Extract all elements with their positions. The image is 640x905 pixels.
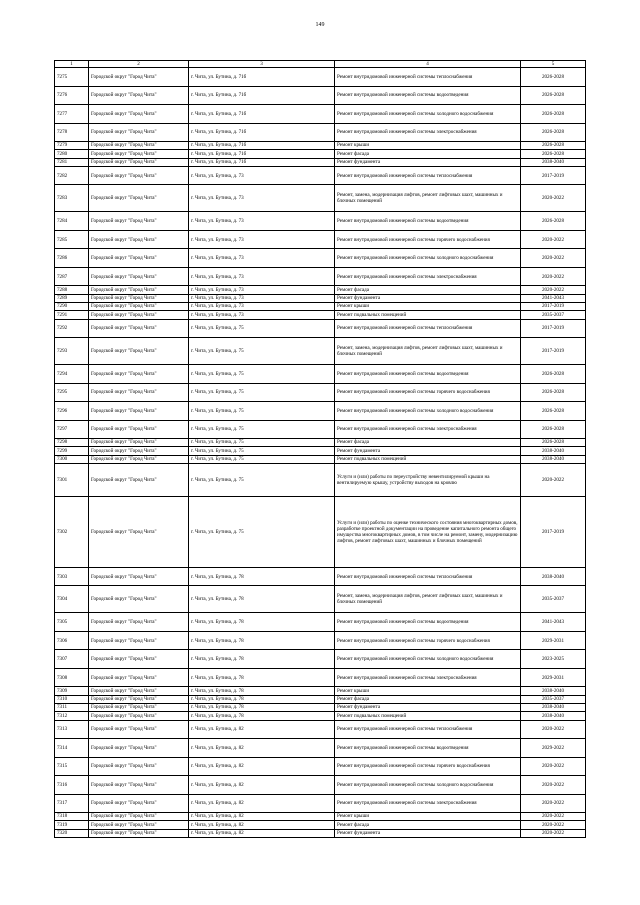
work-type-cell: Ремонт внутридомовой инженерной системы электроснабжения	[335, 267, 521, 286]
term-cell: 2038-2040	[521, 455, 586, 463]
work-type-cell: Ремонт крыши	[335, 813, 521, 821]
table-row	[55, 420, 586, 439]
work-type-cell: Ремонт внутридомовой инженерной системы водоотведения	[335, 739, 521, 758]
term-cell: 2017-2019	[521, 338, 586, 365]
row-number-cell: 7304	[55, 586, 89, 613]
term-cell: 2026-2028	[521, 365, 586, 384]
row-number-cell: 7291	[55, 311, 89, 319]
table-row	[55, 123, 586, 142]
municipality-cell: Городской округ "Город Чита"	[89, 447, 189, 455]
term-cell: 2020-2022	[521, 757, 586, 776]
term-cell: 2029-2031	[521, 631, 586, 650]
address-cell: г. Чита, ул. Бутина, д. 82	[189, 829, 335, 837]
term-cell: 2038-2040	[521, 704, 586, 712]
municipality-cell: Городской округ "Город Чита"	[89, 794, 189, 813]
row-number-cell: 7296	[55, 402, 89, 421]
row-number-cell: 7290	[55, 302, 89, 310]
address-cell: г. Чита, ул. Бутина, д. 75	[189, 365, 335, 384]
municipality-cell: Городской округ "Город Чита"	[89, 286, 189, 294]
table-row	[55, 105, 586, 124]
row-number-cell: 7308	[55, 668, 89, 687]
municipality-cell: Городской округ "Город Чита"	[89, 439, 189, 447]
work-type-cell: Ремонт фасада	[335, 695, 521, 703]
row-number-cell: 7292	[55, 319, 89, 338]
work-type-cell: Ремонт внутридомовой инженерной системы теплоснабжения	[335, 319, 521, 338]
address-cell: г. Чита, ул. Бутина, д. 73	[189, 166, 335, 185]
address-cell: г. Чита, ул. Бутина, д. 73	[189, 302, 335, 310]
work-type-cell: Ремонт фасада	[335, 439, 521, 447]
address-cell: г. Чита, ул. Бутина, д. 71б	[189, 105, 335, 124]
table-row	[55, 447, 586, 455]
work-type-cell: Ремонт внутридомовой инженерной системы водоотведения	[335, 86, 521, 105]
work-type-cell: Ремонт внутридомовой инженерной системы электроснабжения	[335, 123, 521, 142]
work-type-cell: Ремонт крыши	[335, 302, 521, 310]
municipality-cell: Городской округ "Город Чита"	[89, 142, 189, 150]
address-cell: г. Чита, ул. Бутина, д. 73	[189, 294, 335, 302]
municipality-cell: Городской округ "Город Чита"	[89, 302, 189, 310]
municipality-cell: Городской округ "Город Чита"	[89, 294, 189, 302]
table-row	[55, 650, 586, 669]
municipality-cell: Городской округ "Город Чита"	[89, 720, 189, 739]
work-type-cell: Ремонт внутридомовой инженерной системы горячего водоснабжения	[335, 383, 521, 402]
term-cell: 2038-2040	[521, 447, 586, 455]
row-number-cell: 7279	[55, 142, 89, 150]
row-number-cell: 7293	[55, 338, 89, 365]
address-cell: г. Чита, ул. Бутина, д. 71б	[189, 86, 335, 105]
table-row	[55, 166, 586, 185]
row-number-cell: 7285	[55, 230, 89, 249]
municipality-cell: Городской округ "Город Чита"	[89, 463, 189, 496]
municipality-cell: Городской округ "Город Чита"	[89, 695, 189, 703]
term-cell: 2020-2022	[521, 720, 586, 739]
work-type-cell: Ремонт фундамента	[335, 158, 521, 166]
work-type-cell: Ремонт внутридомовой инженерной системы горячего водоснабжения	[335, 230, 521, 249]
term-cell: 2026-2028	[521, 420, 586, 439]
table-row	[55, 185, 586, 212]
municipality-cell: Городской округ "Город Чита"	[89, 455, 189, 463]
municipality-cell: Городской округ "Город Чита"	[89, 712, 189, 720]
address-cell: г. Чита, ул. Бутина, д. 73	[189, 212, 335, 231]
municipality-cell: Городской округ "Город Чита"	[89, 650, 189, 669]
term-cell: 2020-2022	[521, 776, 586, 795]
address-cell: г. Чита, ул. Бутина, д. 82	[189, 720, 335, 739]
work-type-cell: Ремонт фасада	[335, 286, 521, 294]
municipality-cell: Городской округ "Город Чита"	[89, 586, 189, 613]
row-number-cell: 7301	[55, 463, 89, 496]
work-type-cell: Ремонт подвальных помещений	[335, 712, 521, 720]
work-type-cell: Ремонт фасада	[335, 821, 521, 829]
address-cell: г. Чита, ул. Бутина, д. 78	[189, 613, 335, 632]
address-cell: г. Чита, ул. Бутина, д. 82	[189, 794, 335, 813]
address-cell: г. Чита, ул. Бутина, д. 71б	[189, 142, 335, 150]
row-number-cell: 7275	[55, 68, 89, 87]
row-number-cell: 7289	[55, 294, 89, 302]
work-type-cell: Ремонт внутридомовой инженерной системы холодного водоснабжения	[335, 650, 521, 669]
address-cell: г. Чита, ул. Бутина, д. 73	[189, 286, 335, 294]
column-number-header-row	[55, 61, 586, 68]
address-cell: г. Чита, ул. Бутина, д. 75	[189, 455, 335, 463]
term-cell: 2020-2022	[521, 813, 586, 821]
row-number-cell: 7278	[55, 123, 89, 142]
municipality-cell: Городской округ "Город Чита"	[89, 123, 189, 142]
address-cell: г. Чита, ул. Бутина, д. 78	[189, 586, 335, 613]
municipality-cell: Городской округ "Город Чита"	[89, 402, 189, 421]
term-cell: 2026-2028	[521, 212, 586, 231]
municipality-cell: Городской округ "Город Чита"	[89, 311, 189, 319]
municipality-cell: Городской округ "Город Чита"	[89, 813, 189, 821]
work-type-cell: Ремонт внутридомовой инженерной системы холодного водоснабжения	[335, 105, 521, 124]
term-cell: 2035-2037	[521, 311, 586, 319]
work-type-cell: Ремонт внутридомовой инженерной системы водоотведения	[335, 365, 521, 384]
municipality-cell: Городской округ "Город Чита"	[89, 668, 189, 687]
row-number-cell: 7302	[55, 496, 89, 567]
municipality-cell: Городской округ "Город Чита"	[89, 249, 189, 268]
work-type-cell: Ремонт внутридомовой инженерной системы горячего водоснабжения	[335, 631, 521, 650]
work-type-cell: Ремонт фундамента	[335, 447, 521, 455]
table-row	[55, 230, 586, 249]
term-cell: 2026-2028	[521, 68, 586, 87]
work-type-cell: Ремонт внутридомовой инженерной системы электроснабжения	[335, 420, 521, 439]
address-cell: г. Чита, ул. Бутина, д. 75	[189, 439, 335, 447]
table-row	[55, 311, 586, 319]
row-number-cell: 7314	[55, 739, 89, 758]
municipality-cell: Городской округ "Город Чита"	[89, 230, 189, 249]
address-cell: г. Чита, ул. Бутина, д. 73	[189, 311, 335, 319]
municipality-cell: Городской округ "Город Чита"	[89, 185, 189, 212]
table-row	[55, 319, 586, 338]
term-cell: 2029-2031	[521, 668, 586, 687]
table-row	[55, 402, 586, 421]
table-row	[55, 365, 586, 384]
municipality-cell: Городской округ "Город Чита"	[89, 757, 189, 776]
work-type-cell: Ремонт внутридомовой инженерной системы холодного водоснабжения	[335, 402, 521, 421]
address-cell: г. Чита, ул. Бутина, д. 73	[189, 267, 335, 286]
work-type-cell: Услуги и (или) работы по переустройству невентилируемой крыши на вентилируемую крышу, устройству выходов на кровлю	[335, 463, 521, 496]
table-row	[55, 687, 586, 695]
address-cell: г. Чита, ул. Бутина, д. 82	[189, 757, 335, 776]
municipality-cell: Городской округ "Город Чита"	[89, 319, 189, 338]
table-row	[55, 302, 586, 310]
column-header: 4	[335, 61, 521, 68]
term-cell: 2026-2028	[521, 123, 586, 142]
row-number-cell: 7277	[55, 105, 89, 124]
address-cell: г. Чита, ул. Бутина, д. 71б	[189, 158, 335, 166]
address-cell: г. Чита, ул. Бутина, д. 73	[189, 249, 335, 268]
address-cell: г. Чита, ул. Бутина, д. 78	[189, 687, 335, 695]
term-cell: 2020-2022	[521, 463, 586, 496]
row-number-cell: 7305	[55, 613, 89, 632]
municipality-cell: Городской округ "Город Чита"	[89, 613, 189, 632]
table-row	[55, 813, 586, 821]
table-row	[55, 757, 586, 776]
table-row	[55, 567, 586, 586]
term-cell: 2035-2037	[521, 695, 586, 703]
table-row	[55, 776, 586, 795]
row-number-cell: 7284	[55, 212, 89, 231]
term-cell: 2017-2019	[521, 496, 586, 567]
address-cell: г. Чита, ул. Бутина, д. 78	[189, 704, 335, 712]
term-cell: 2041-2043	[521, 294, 586, 302]
work-type-cell: Ремонт фундамента	[335, 829, 521, 837]
municipality-cell: Городской округ "Город Чита"	[89, 86, 189, 105]
page-number: 149	[315, 22, 325, 28]
table-row	[55, 212, 586, 231]
municipality-cell: Городской округ "Город Чита"	[89, 821, 189, 829]
municipality-cell: Городской округ "Город Чита"	[89, 158, 189, 166]
row-number-cell: 7311	[55, 704, 89, 712]
row-number-cell: 7282	[55, 166, 89, 185]
address-cell: г. Чита, ул. Бутина, д. 75	[189, 496, 335, 567]
table-row	[55, 150, 586, 158]
municipality-cell: Городской округ "Город Чита"	[89, 704, 189, 712]
address-cell: г. Чита, ул. Бутина, д. 75	[189, 420, 335, 439]
municipality-cell: Городской округ "Город Чита"	[89, 150, 189, 158]
work-type-cell: Ремонт внутридомовой инженерной системы теплоснабжения	[335, 166, 521, 185]
address-cell: г. Чита, ул. Бутина, д. 78	[189, 668, 335, 687]
address-cell: г. Чита, ул. Бутина, д. 82	[189, 821, 335, 829]
work-type-cell: Ремонт крыши	[335, 687, 521, 695]
row-number-cell: 7312	[55, 712, 89, 720]
table-row	[55, 668, 586, 687]
address-cell: г. Чита, ул. Бутина, д. 75	[189, 463, 335, 496]
table-row	[55, 455, 586, 463]
term-cell: 2038-2040	[521, 158, 586, 166]
term-cell: 2017-2019	[521, 319, 586, 338]
work-type-cell: Услуги и (или) работы по оценке технического состояния многоквартирных домов, разработке проектной документации на проведение капитального ремонта общего имущества многоквартирных домов, в том числе на ремонт, замену, модернизацию лифтов, ремонт лифтовых шахт, машинных и блочных помещений	[335, 496, 521, 567]
table-row	[55, 86, 586, 105]
row-number-cell: 7303	[55, 567, 89, 586]
municipality-cell: Городской округ "Город Чита"	[89, 267, 189, 286]
address-cell: г. Чита, ул. Бутина, д. 75	[189, 383, 335, 402]
row-number-cell: 7280	[55, 150, 89, 158]
work-type-cell: Ремонт внутридомовой инженерной системы теплоснабжения	[335, 68, 521, 87]
table-row	[55, 496, 586, 567]
address-cell: г. Чита, ул. Бутина, д. 78	[189, 631, 335, 650]
row-number-cell: 7313	[55, 720, 89, 739]
table-row	[55, 712, 586, 720]
term-cell: 2041-2043	[521, 613, 586, 632]
municipality-cell: Городской округ "Город Чита"	[89, 383, 189, 402]
repair-schedule-table	[54, 60, 586, 838]
address-cell: г. Чита, ул. Бутина, д. 73	[189, 230, 335, 249]
column-header: 2	[89, 61, 189, 68]
work-type-cell: Ремонт подвальных помещений	[335, 455, 521, 463]
term-cell: 2026-2028	[521, 439, 586, 447]
term-cell: 2038-2040	[521, 687, 586, 695]
address-cell: г. Чита, ул. Бутина, д. 78	[189, 567, 335, 586]
table-row	[55, 383, 586, 402]
work-type-cell: Ремонт внутридомовой инженерной системы горячего водоснабжения	[335, 757, 521, 776]
row-number-cell: 7310	[55, 695, 89, 703]
term-cell: 2038-2040	[521, 712, 586, 720]
row-number-cell: 7276	[55, 86, 89, 105]
term-cell: 2026-2028	[521, 383, 586, 402]
row-number-cell: 7297	[55, 420, 89, 439]
row-number-cell: 7316	[55, 776, 89, 795]
term-cell: 2017-2019	[521, 302, 586, 310]
municipality-cell: Городской округ "Город Чита"	[89, 365, 189, 384]
row-number-cell: 7288	[55, 286, 89, 294]
table-row	[55, 739, 586, 758]
row-number-cell: 7283	[55, 185, 89, 212]
work-type-cell: Ремонт фундамента	[335, 704, 521, 712]
table-row	[55, 439, 586, 447]
address-cell: г. Чита, ул. Бутина, д. 73	[189, 185, 335, 212]
work-type-cell: Ремонт крыши	[335, 142, 521, 150]
municipality-cell: Городской округ "Город Чита"	[89, 739, 189, 758]
column-header: 5	[521, 61, 586, 68]
table-row	[55, 249, 586, 268]
work-type-cell: Ремонт, замена, модернизация лифтов, ремонт лифтовых шахт, машинных и блочных помещений	[335, 185, 521, 212]
municipality-cell: Городской округ "Город Чита"	[89, 496, 189, 567]
address-cell: г. Чита, ул. Бутина, д. 82	[189, 739, 335, 758]
term-cell: 2026-2028	[521, 142, 586, 150]
term-cell: 2026-2028	[521, 86, 586, 105]
table-body	[55, 68, 586, 838]
address-cell: г. Чита, ул. Бутина, д. 82	[189, 813, 335, 821]
term-cell: 2020-2022	[521, 230, 586, 249]
row-number-cell: 7300	[55, 455, 89, 463]
work-type-cell: Ремонт, замена, модернизация лифтов, ремонт лифтовых шахт, машинных и блочных помещений	[335, 338, 521, 365]
row-number-cell: 7318	[55, 813, 89, 821]
municipality-cell: Городской округ "Город Чита"	[89, 166, 189, 185]
term-cell: 2020-2022	[521, 286, 586, 294]
municipality-cell: Городской округ "Город Чита"	[89, 829, 189, 837]
municipality-cell: Городской округ "Город Чита"	[89, 567, 189, 586]
term-cell: 2026-2028	[521, 150, 586, 158]
address-cell: г. Чита, ул. Бутина, д. 78	[189, 712, 335, 720]
term-cell: 2017-2019	[521, 166, 586, 185]
row-number-cell: 7294	[55, 365, 89, 384]
term-cell: 2026-2028	[521, 105, 586, 124]
term-cell: 2020-2022	[521, 829, 586, 837]
term-cell: 2026-2028	[521, 402, 586, 421]
table-row	[55, 286, 586, 294]
row-number-cell: 7317	[55, 794, 89, 813]
address-cell: г. Чита, ул. Бутина, д. 78	[189, 650, 335, 669]
address-cell: г. Чита, ул. Бутина, д. 75	[189, 319, 335, 338]
row-number-cell: 7306	[55, 631, 89, 650]
table-row	[55, 613, 586, 632]
term-cell: 2020-2022	[521, 821, 586, 829]
column-header: 1	[55, 61, 89, 68]
table-row	[55, 704, 586, 712]
address-cell: г. Чита, ул. Бутина, д. 82	[189, 776, 335, 795]
row-number-cell: 7299	[55, 447, 89, 455]
term-cell: 2029-2022	[521, 739, 586, 758]
work-type-cell: Ремонт внутридомовой инженерной системы холодного водоснабжения	[335, 249, 521, 268]
table-row	[55, 695, 586, 703]
column-header: 3	[189, 61, 335, 68]
table-row	[55, 338, 586, 365]
municipality-cell: Городской округ "Город Чита"	[89, 776, 189, 795]
row-number-cell: 7287	[55, 267, 89, 286]
row-number-cell: 7295	[55, 383, 89, 402]
work-type-cell: Ремонт внутридомовой инженерной системы водоотведения	[335, 613, 521, 632]
work-type-cell: Ремонт фасада	[335, 150, 521, 158]
term-cell: 2035-2037	[521, 586, 586, 613]
address-cell: г. Чита, ул. Бутина, д. 71б	[189, 123, 335, 142]
row-number-cell: 7281	[55, 158, 89, 166]
work-type-cell: Ремонт внутридомовой инженерной системы электроснабжения	[335, 668, 521, 687]
table-row	[55, 586, 586, 613]
table-row	[55, 720, 586, 739]
table-row	[55, 631, 586, 650]
municipality-cell: Городской округ "Город Чита"	[89, 212, 189, 231]
row-number-cell: 7320	[55, 829, 89, 837]
table-row	[55, 267, 586, 286]
table-row	[55, 821, 586, 829]
term-cell: 2020-2022	[521, 249, 586, 268]
address-cell: г. Чита, ул. Бутина, д. 75	[189, 447, 335, 455]
address-cell: г. Чита, ул. Бутина, д. 71б	[189, 68, 335, 87]
address-cell: г. Чита, ул. Бутина, д. 75	[189, 338, 335, 365]
row-number-cell: 7319	[55, 821, 89, 829]
work-type-cell: Ремонт фундамента	[335, 294, 521, 302]
work-type-cell: Ремонт внутридомовой инженерной системы электроснабжения	[335, 794, 521, 813]
municipality-cell: Городской округ "Город Чита"	[89, 338, 189, 365]
municipality-cell: Городской округ "Город Чита"	[89, 105, 189, 124]
term-cell: 2020-2022	[521, 185, 586, 212]
table-row	[55, 294, 586, 302]
term-cell: 2020-2022	[521, 267, 586, 286]
work-type-cell: Ремонт внутридомовой инженерной системы теплоснабжения	[335, 567, 521, 586]
term-cell: 2038-2040	[521, 567, 586, 586]
municipality-cell: Городской округ "Город Чита"	[89, 631, 189, 650]
address-cell: г. Чита, ул. Бутина, д. 75	[189, 402, 335, 421]
row-number-cell: 7309	[55, 687, 89, 695]
table-row	[55, 68, 586, 87]
municipality-cell: Городской округ "Город Чита"	[89, 687, 189, 695]
row-number-cell: 7307	[55, 650, 89, 669]
municipality-cell: Городской округ "Город Чита"	[89, 420, 189, 439]
work-type-cell: Ремонт подвальных помещений	[335, 311, 521, 319]
table-row	[55, 158, 586, 166]
work-type-cell: Ремонт внутридомовой инженерной системы водоотведения	[335, 212, 521, 231]
address-cell: г. Чита, ул. Бутина, д. 78	[189, 695, 335, 703]
work-type-cell: Ремонт, замена, модернизация лифтов, ремонт лифтовых шахт, машинных и блочных помещений	[335, 586, 521, 613]
work-type-cell: Ремонт внутридомовой инженерной системы холодного водоснабжения	[335, 776, 521, 795]
row-number-cell: 7298	[55, 439, 89, 447]
work-type-cell: Ремонт внутридомовой инженерной системы теплоснабжения	[335, 720, 521, 739]
term-cell: 2023-2025	[521, 650, 586, 669]
table-row	[55, 794, 586, 813]
address-cell: г. Чита, ул. Бутина, д. 71б	[189, 150, 335, 158]
row-number-cell: 7315	[55, 757, 89, 776]
row-number-cell: 7286	[55, 249, 89, 268]
table-row	[55, 829, 586, 837]
table-row	[55, 142, 586, 150]
table-row	[55, 463, 586, 496]
municipality-cell: Городской округ "Город Чита"	[89, 68, 189, 87]
term-cell: 2020-2022	[521, 794, 586, 813]
